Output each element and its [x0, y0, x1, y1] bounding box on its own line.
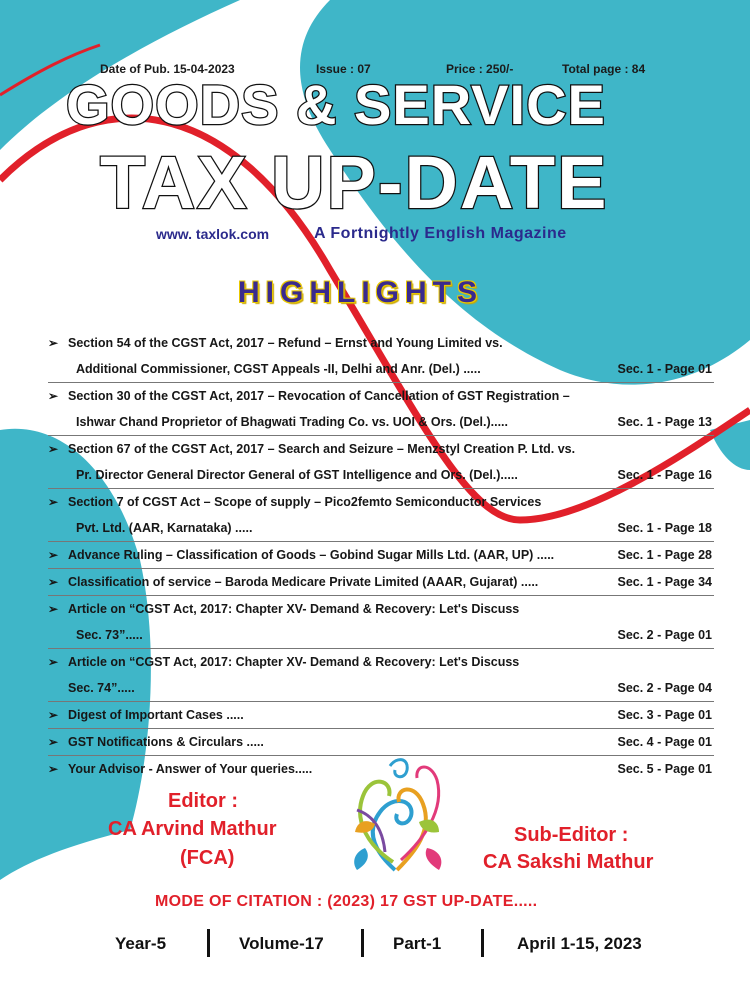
- highlight-item-page-ref: Sec. 1 - Page 18: [617, 521, 712, 535]
- highlight-item[interactable]: [48, 702, 714, 729]
- highlight-item-line1: Article on “CGST Act, 2017: Chapter XV- Demand & Recovery: Let's Discuss: [68, 655, 520, 669]
- highlight-item[interactable]: [48, 649, 714, 702]
- arrow-bullet-icon: ➢: [48, 389, 59, 403]
- highlights-heading: HIGHLIGHTS: [238, 276, 483, 309]
- highlight-item-line1: Article on “CGST Act, 2017: Chapter XV- Demand & Recovery: Let's Discuss: [68, 602, 520, 616]
- highlight-item-line2: Sec. 73”.....: [76, 628, 143, 642]
- arrow-bullet-icon: ➢: [48, 655, 59, 669]
- arrow-bullet-icon: ➢: [48, 442, 59, 456]
- highlight-item-line1: Classification of service – Baroda Medicare Private Limited (AAAR, Gujarat) .....: [68, 575, 539, 589]
- highlight-item-page-ref: Sec. 1 - Page 01: [617, 362, 712, 376]
- highlight-item-page-ref: Sec. 1 - Page 16: [617, 468, 712, 482]
- highlight-item-page-ref: Sec. 2 - Page 04: [617, 681, 712, 695]
- date-of-publication: Date of Pub. 15-04-2023: [100, 62, 235, 76]
- highlight-item-line1: Advance Ruling – Classification of Goods – Gobind Sugar Mills Ltd. (AAR, UP) .....: [68, 548, 555, 562]
- arrow-bullet-icon: ➢: [48, 495, 59, 509]
- arrow-bullet-icon: ➢: [48, 735, 59, 749]
- footer-date: April 1-15, 2023: [517, 934, 642, 953]
- highlight-item-line2: Sec. 74”.....: [68, 681, 135, 695]
- highlight-item-page-ref: Sec. 4 - Page 01: [617, 735, 712, 749]
- tagline: A Fortnightly English Magazine: [314, 225, 567, 242]
- highlight-item-line1: Digest of Important Cases .....: [68, 708, 244, 722]
- highlight-item-line2: Additional Commissioner, CGST Appeals -II, Delhi and Anr. (Del.) .....: [76, 362, 481, 376]
- website-link[interactable]: www. taxlok.com: [156, 226, 270, 242]
- highlight-item[interactable]: [48, 569, 714, 596]
- highlight-item[interactable]: [48, 383, 714, 436]
- highlight-item-line1: Your Advisor - Answer of Your queries.....: [68, 762, 313, 776]
- masthead-title-line1: GOODS & SERVICE: [66, 73, 606, 136]
- highlight-item-page-ref: Sec. 1 - Page 34: [617, 575, 712, 589]
- highlight-item-line1: Section 67 of the CGST Act, 2017 – Search and Seizure – Menzstyl Creation P. Ltd. vs.: [68, 442, 576, 456]
- footer-volume: Volume-17: [239, 934, 324, 953]
- decorative-swirl-logo-icon: [345, 752, 450, 877]
- price: Price : 250/-: [446, 62, 514, 76]
- highlight-item-page-ref: Sec. 1 - Page 28: [617, 548, 712, 562]
- arrow-bullet-icon: ➢: [48, 708, 59, 722]
- highlight-item[interactable]: [48, 330, 714, 383]
- highlight-item-page-ref: Sec. 1 - Page 13: [617, 415, 712, 429]
- highlight-item-page-ref: Sec. 3 - Page 01: [617, 708, 712, 722]
- footer-divider: [207, 929, 210, 957]
- sub-editor-name: CA Sakshi Mathur: [483, 851, 654, 873]
- total-pages: Total page : 84: [562, 62, 646, 76]
- highlight-item[interactable]: [48, 436, 714, 489]
- masthead-title-line2: TAX UP-DATE: [100, 141, 609, 224]
- footer-part: Part-1: [393, 934, 442, 953]
- footer-year: Year-5: [115, 934, 167, 953]
- highlight-item-line1: Section 7 of CGST Act – Scope of supply – Pico2femto Semiconductor Services: [68, 495, 542, 509]
- arrow-bullet-icon: ➢: [48, 602, 59, 616]
- highlights-list: [48, 330, 714, 782]
- highlight-item-page-ref: Sec. 5 - Page 01: [617, 762, 712, 776]
- highlight-item[interactable]: [48, 596, 714, 649]
- highlight-item[interactable]: [48, 489, 714, 542]
- arrow-bullet-icon: ➢: [48, 336, 59, 350]
- highlight-item-line2: Pvt. Ltd. (AAR, Karnataka) .....: [76, 521, 253, 535]
- highlight-item-line1: GST Notifications & Circulars .....: [68, 735, 264, 749]
- arrow-bullet-icon: ➢: [48, 575, 59, 589]
- highlight-item-line2: Pr. Director General Director General of GST Intelligence and Ors. (Del.).....: [76, 468, 518, 482]
- footer-divider: [361, 929, 364, 957]
- mode-of-citation: MODE OF CITATION : (2023) 17 GST UP-DATE.....: [155, 893, 538, 910]
- highlight-item-line2: Ishwar Chand Proprietor of Bhagwati Trading Co. vs. UOI & Ors. (Del.).....: [76, 415, 509, 429]
- editor-label: Editor :: [168, 790, 238, 812]
- arrow-bullet-icon: ➢: [48, 548, 59, 562]
- arrow-bullet-icon: ➢: [48, 762, 59, 776]
- highlight-item-page-ref: Sec. 2 - Page 01: [617, 628, 712, 642]
- highlight-item-line1: Section 30 of the CGST Act, 2017 – Revocation of Cancellation of GST Registration –: [68, 389, 570, 403]
- issue-number: Issue : 07: [316, 62, 371, 76]
- footer-divider: [481, 929, 484, 957]
- editor-name: CA Arvind Mathur: [108, 818, 277, 840]
- highlight-item-line1: Section 54 of the CGST Act, 2017 – Refund – Ernst and Young Limited vs.: [68, 336, 503, 350]
- sub-editor-label: Sub-Editor :: [514, 824, 629, 846]
- highlight-item[interactable]: [48, 542, 714, 569]
- editor-qualification: (FCA): [180, 847, 235, 869]
